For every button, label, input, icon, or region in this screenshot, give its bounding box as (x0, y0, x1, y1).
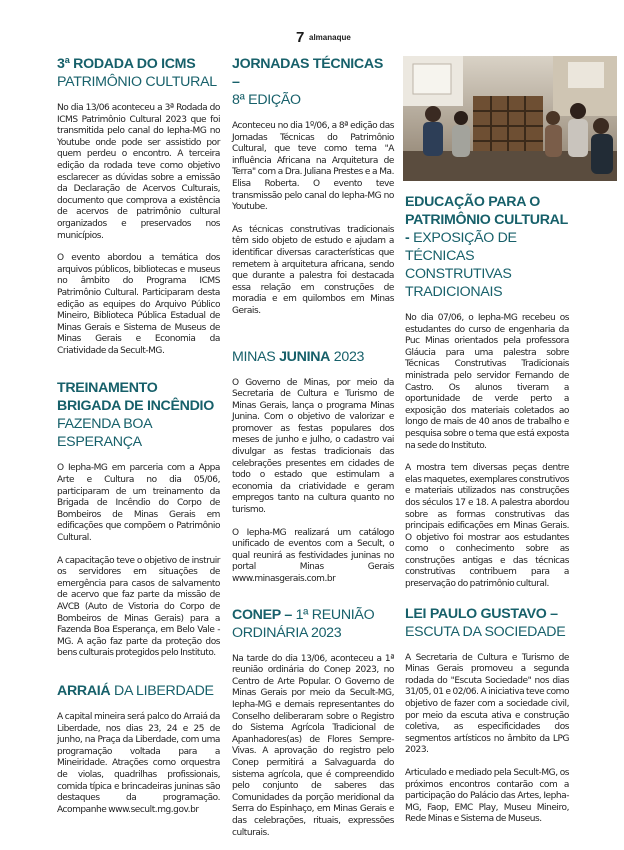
icms-paragraph-2: O evento abordou a temática dos arquivos públicos, bibliotecas e museus no âmbito do Programa ICMS Patrimônio Cultural. Participaram desta edição as equipes do Arquivo Público Mineiro, Biblioteca Pública Estadual de Minas Gerais e Sistema de Museus de Minas Gerais e Economia da Criatividade da Secult-MG. (57, 253, 220, 356)
educacao-paragraph-2: A mostra tem diversas peças dentre elas maquetes, exemplares construtivos e materiais utilizados nas construções dos séculos 17 e 18. A palestra abordou sobre as formas construtivas das principais edificações em Minas Gerais. O objetivo foi mostrar aos estudantes como o conhecimento sobre as construções antigas e das técnicas construtivas contribuem para a preservação do patrimônio cultural. (405, 463, 569, 590)
icms-paragraph-1: No dia 13/06 aconteceu a 3ª Rodada do ICMS Patrimônio Cultural 2023 que foi transmitida pelo canal do Iepha-MG no Youtube onde pode ser assistido por quem perdeu o encontro. A terceira edição da rodada teve como objetivo esclarecer as dúvidas sobre a emissão da Declaração de Acervos Culturais, documento que comprova a existência de acervos de patrimônio cultural organizados e preservados nos municípios. (57, 103, 220, 241)
paulo-title: LEI PAULO GUSTAVO – ESCUTA DA SOCIEDADE (405, 605, 566, 640)
page-number: 7 (296, 29, 305, 46)
conep-title: CONEP – 1ª REUNIÃO ORDINÁRIA 2023 (232, 606, 375, 641)
icms-title: 3ª RODADA DO ICMS PATRIMÔNIO CULTURAL (57, 56, 217, 90)
junina-paragraph-1: O Governo de Minas, por meio da Secretaria de Cultura e Turismo de Minas Gerais, lança o programa Minas Junina. Com o objetivo de valorizar e promover as festas populares dos meses de junho e julho, o cadastro vai divulgar as festas tradicionais das celebrações presentes em cidades de todo o estado que estimulam a economia da criatividade e geram empregos tanto na cultura quanto no turismo. (232, 377, 394, 516)
jornadas-title: JORNADAS TÉCNICAS – 8ª EDIÇÃO (232, 56, 383, 108)
page-header (0, 28, 624, 50)
paulo-paragraph-1: A Secretaria de Cultura e Turismo de Minas Gerais promoveu a segunda rodada do "Escuta Sociedade" nos dias 31/05, 01 e 02/06. A iniciativa teve como objetivo de fazer com a sociedade civil, por meio da escuta ativa e construção coletiva, as especificidades dos segmentos artísticos no âmbito da LPG 2023. (405, 652, 570, 756)
educacao-title: EDUCAÇÃO PARA O PATRIMÔNIO CULTURAL - EXPOSIÇÃO DE TÉCNICAS CONSTRUTIVAS TRADICIONAIS (405, 194, 568, 300)
jornadas-paragraph-2: As técnicas construtivas tradicionais têm sido objeto de estudo e ajudam a identificar diversas características que remetem à arquitetura africana, sendo que durante a palestra foi destacada essa relação em construções de moradia e em quilombos em Minas Gerais. (232, 224, 394, 316)
jornadas-paragraph-1: Aconteceu no dia 1º/06, a 8ª edição das Jornadas Técnicas do Patrimônio Cultural, que teve como tema "A influência Africana na Arquitetura de Terra" com a Dra. Juliana Prestes e a Ma. Elisa Roberta. O evento teve transmissão pelo canal do Iepha-MG no Youtube. (232, 121, 394, 213)
column-middle (232, 55, 394, 839)
brigada-title: TREINAMENTO BRIGADA DE INCÊNDIO FAZENDA BOA ESPERANÇA (57, 380, 214, 451)
exhibition-photo-icon (403, 56, 617, 181)
conep-paragraph-1: Na tarde do dia 13/06, aconteceu a 1ª reunião ordinária do Conep 2023, no Centro de Arte Popular. O Governo de Minas Gerais por meio da Secult-MG, Iepha-MG e demais representantes do Conselho deliberaram sobre o Registro do Sistema Agrícola Tradicional de Apanhadores(as) de Flores Sempre-Vivas. A aprovação do registro pelo Conep permitirá a Salvaguarda do sistema agrícola, que é compreendido pelo conjunto de saberes das Comunidades da porção meridional da Serra do Espinhaço, em Minas Gerais e das celebrações, rituais, expressões culturais. (232, 653, 394, 838)
magazine-name: almanaque (309, 33, 351, 42)
paulo-paragraph-2: Articulado e mediado pela Secult-MG, os próximos encontros contarão com a participação do Palácio das Artes, Iepha-MG, Faop, EMC Play, Museu Mineiro, Rede Minas e Sistema de Museus. (405, 768, 569, 825)
brigada-paragraph-1: O Iepha-MG em parceria com a Appa Arte e Cultura no dia 05/06, participaram de um treinamento da Brigada de Incêndio do Corpo de Bombeiros de Minas Gerais em edificações que compõem o Patrimônio Cultural. (57, 463, 220, 544)
arraia-paragraph-1: A capital mineira será palco do Arraiá da Liberdade, nos dias 23, 24 e 25 de junho, na Praça da Liberdade, com uma programação voltada para a Mineiridade. Atrações como orquestra de violas, quadrilhas profissionais, comida típica e brincadeiras juninas são destaques da programação. Acompanhe www.secult.mg.gov.br (57, 711, 220, 815)
column-left (57, 55, 220, 816)
educacao-paragraph-1: No dia 07/06, o Iepha-MG recebeu os estudantes do curso de engenharia da Puc Minas orientados pela professora Gláucia para uma palestra sobre Técnicas Construtivas Tradicionais ministrada pelo servidor Fernando de Castro. Os alunos tiveram a oportunidade de verde perto a exposição dos materiais coletados ao longo de mais de 40 anos de trabalho e pesquisa sobre o tema que está exposta na sede do Instituto. (405, 313, 569, 451)
column-right (405, 56, 569, 826)
junina-paragraph-2: O Iepha-MG realizará um catálogo unificado de eventos com a Secult, o qual reunirá as festividades juninas no portal Minas Gerais www.minasgerais.com.br (232, 527, 394, 584)
arraia-title: ARRAIÁ DA LIBERDADE (57, 682, 214, 699)
junina-title: MINAS JUNINA 2023 (232, 348, 365, 365)
brigada-paragraph-2: A capacitação teve o objetivo de instruir os servidores em situações de emergência para casos de salvamento de acervo que faz parte da missão de AVCB (Auto de Vistoria do Corpo de Bombeiros de Minas Gerais) para a Fazenda Boa Esperança, em Belo Vale - MG. A ação faz parte da proteção dos bens culturais protegidos pelo Instituto. (57, 555, 220, 659)
